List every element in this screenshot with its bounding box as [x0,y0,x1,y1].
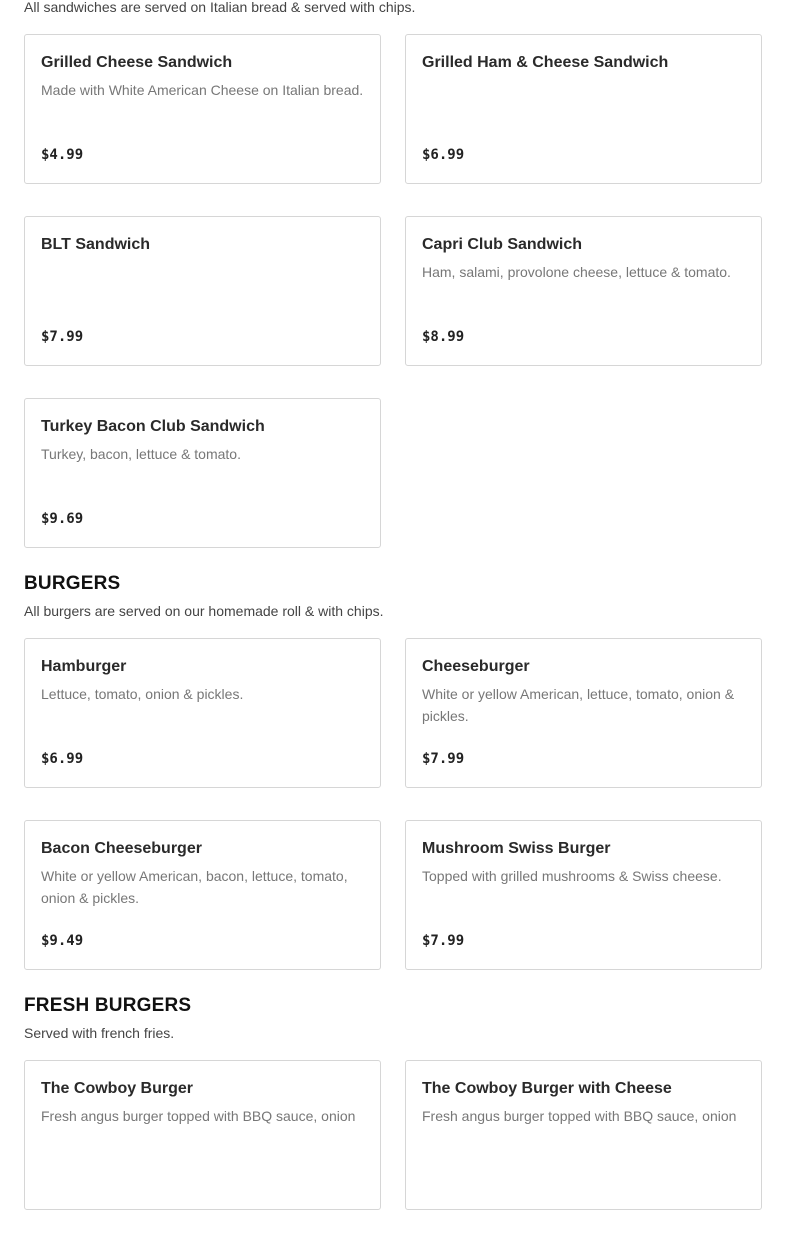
item-price: $7.99 [422,933,465,949]
menu-section [24,0,761,548]
menu-item-card[interactable] [24,820,381,970]
item-description: Turkey, bacon, lettuce & tomato. [41,446,241,462]
item-description: Made with White American Cheese on Italian bread. [41,82,364,98]
item-description: White or yellow American, bacon, lettuce, tomato, onion & pickles. [41,868,348,906]
item-name: The Cowboy Burger with Cheese [422,1080,672,1097]
menu-item-card[interactable] [24,1060,381,1210]
item-name: Capri Club Sandwich [422,236,583,253]
item-name: BLT Sandwich [41,236,151,253]
section-heading: BURGERS [24,573,121,594]
menu-section [24,994,761,1210]
item-price: $6.99 [41,751,84,767]
item-price: $6.99 [422,147,465,163]
menu-item-card[interactable] [405,34,762,184]
section-subtitle: Served with french fries. [24,1025,175,1041]
menu-item-grid [24,638,761,970]
menu-item-card[interactable] [405,216,762,366]
item-name: Hamburger [41,658,127,675]
menu-item-card[interactable] [405,1060,762,1210]
menu-item-card[interactable] [24,398,381,548]
item-description: Topped with grilled mushrooms & Swiss cheese. [422,868,722,884]
menu-item-card[interactable] [405,638,762,788]
item-description: Fresh angus burger topped with BBQ sauce, onion [41,1108,356,1124]
section-subtitle: All burgers are served on our homemade roll & with chips. [24,603,384,619]
item-name: Turkey Bacon Club Sandwich [41,418,265,435]
item-name: Bacon Cheeseburger [41,840,202,857]
menu-item-card[interactable] [24,216,381,366]
item-name: Grilled Cheese Sandwich [41,54,233,71]
item-description: Ham, salami, provolone cheese, lettuce & tomato. [422,264,731,280]
menu-item-card[interactable] [405,820,762,970]
item-price: $9.69 [41,511,84,527]
menu-item-card[interactable] [24,34,381,184]
item-name: Cheeseburger [422,658,530,675]
item-price: $8.99 [422,329,465,345]
item-price: $7.99 [422,751,465,767]
section-subtitle: All sandwiches are served on Italian bread & served with chips. [24,0,416,15]
item-description: Fresh angus burger topped with BBQ sauce, onion [422,1108,737,1124]
item-price: $9.49 [41,933,84,949]
item-name: Grilled Ham & Cheese Sandwich [422,54,669,71]
menu-item-card[interactable] [24,638,381,788]
item-price: $4.99 [41,147,84,163]
item-description: Lettuce, tomato, onion & pickles. [41,686,244,702]
menu [24,0,761,1234]
item-name: The Cowboy Burger [41,1080,194,1097]
menu-item-grid [24,34,761,548]
menu-section [24,572,761,970]
menu-item-grid [24,1060,761,1210]
item-description: White or yellow American, lettuce, tomato, onion & pickles. [422,686,735,724]
item-name: Mushroom Swiss Burger [422,840,611,857]
section-heading: FRESH BURGERS [24,995,192,1016]
item-price: $7.99 [41,329,84,345]
